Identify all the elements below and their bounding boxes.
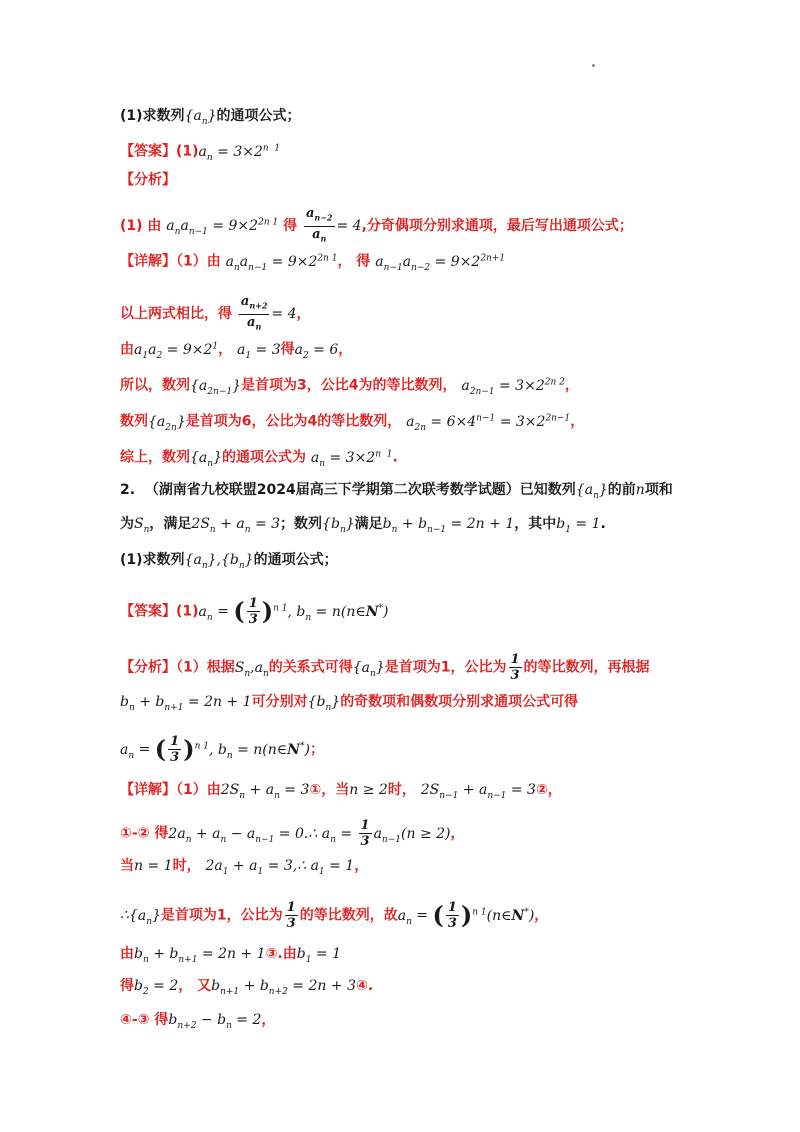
text: 满足: [354, 516, 383, 532]
text: ③.由: [265, 946, 297, 962]
problem-2-detail-7: ④-③ 得$b_{n+2} - b_n = 2$，: [120, 1012, 276, 1031]
detail-line-4: 所以，数列$\{a_{2n-1}\}$是首项为3，公比4为的等比数列， $a_{2n-1} = 3\times 2^{2n 2}$，: [120, 377, 579, 397]
text: .: [600, 516, 606, 532]
problem-2-analysis-3: $a_n$ = ( $\frac{1}{3}$ )$^{n 1}$, $b_n$ = n(n∈N*)；: [120, 734, 324, 765]
text: 时，: [172, 858, 201, 874]
text: 是首项为1，公比为: [384, 659, 507, 676]
text: ，: [534, 907, 549, 924]
text: (1) 由: [120, 218, 162, 235]
text: 当: [120, 858, 134, 874]
text: 得: [283, 218, 298, 235]
text: ，: [564, 377, 579, 394]
problem-2-q1: (1)求数列$\{a_n\},\{b_n\}$的通项公式；: [120, 552, 338, 571]
text: ②，: [535, 782, 562, 798]
text: ，满足: [149, 516, 192, 532]
answer-tag: 【答案】: [120, 603, 176, 620]
text: ，: [450, 825, 465, 842]
question-1-prompt: (1)求数列$\{a_n\}$的通项公式；: [120, 108, 301, 127]
problem-2-analysis-1: 【分析】（1）根据$S_n,a_n$的关系式可得$\{a_n\}$是首项为1，公比为 $\frac{1}{3}$ 的等比数列，再根据: [120, 652, 650, 683]
problem-2-detail-5: 由$b_n + b_{n+1} = 2n$ + 1③.由$b_1 = 1$: [120, 946, 341, 965]
text: 的奇数项和偶数项分别求通项公式可得: [340, 694, 579, 710]
text: 时，: [387, 782, 416, 798]
text: 得: [280, 341, 295, 358]
problem-2-answer: 【答案】$(1)a_n$ = ( $\frac{1}{3}$ )$^{n 1}$, $b_n$ = n(n∈N*): [120, 596, 389, 627]
text: ，: [570, 413, 585, 430]
text: ，: [218, 341, 233, 358]
text: 的关系式可得: [268, 659, 353, 676]
problem-2-detail-3: 当n = 1时， $2a_1 + a_1$ = 3,∴ $a_1 = 1$，: [120, 858, 369, 877]
text: 得: [154, 825, 169, 842]
text: ，: [178, 978, 193, 994]
text: ，其中: [514, 516, 557, 532]
detail-line-1: 【详解】（1）由 $a_na_{n-1} = 9\times 2^{2n 1}$， 得 $a_{n-1}a_{n-2} = 9\times 2^{2n+1}$: [120, 253, 506, 273]
text: ，: [354, 858, 369, 874]
text: 以上两式相比，得: [120, 306, 232, 323]
text: ；数列: [280, 516, 323, 532]
detail-line-2: 以上两式相比，得 $\frac{a_{n+2}}{a_n}$ = 4，: [120, 294, 311, 332]
problem-2-analysis-2: $b_n + b_{n+1} = 2n + 1$可分别对$\{b_n\}$的奇数项和偶数项分别求通项公式可得: [120, 694, 579, 713]
text: ，: [338, 341, 353, 358]
text: ，: [261, 1012, 276, 1028]
text: ①，当: [309, 782, 350, 798]
text: 的前: [607, 482, 636, 498]
text: 的通项公式；: [216, 108, 301, 124]
text: 的等比数列，故: [299, 907, 398, 924]
text: 为: [120, 516, 134, 532]
answer-tag: 【答案】: [120, 143, 176, 160]
text: 所以，数列: [120, 377, 190, 394]
text: ，: [296, 306, 311, 323]
detail-line-5: 数列$\{a_{2n}\}$是首项为6，公比为4的等比数列， $a_{2n} = 6\times 4^{n-1} = 3\times 2^{2n-1}$，: [120, 413, 585, 433]
text: 得: [154, 1012, 169, 1028]
text: (1)求数列: [120, 552, 185, 568]
text: 的通项公式为: [222, 449, 306, 466]
detail-line-3: 由$a_1a_2 = 9\times 2^1$， $a_1 = 3$得$a_2 = 6$，: [120, 341, 353, 361]
problem-2-detail-6: 得$b_2 = 2$， 又$b_{n+1} + b_{n+2} = 2n$ + 3④.: [120, 978, 374, 997]
text: 得: [120, 978, 134, 994]
answer-line: 【答案】$(1)a_n = 3\times 2^{n 1}$: [120, 143, 281, 163]
problem-2-detail-2: ①-② 得$2a_n + a_n - a_{n-1}$ = 0.∴ $a_n$ = $\frac{1}{3}$ $a_{n-1}(n \ge 2)$，: [120, 818, 465, 849]
text: 的通项公式；: [253, 552, 338, 568]
text: 项和: [644, 482, 673, 498]
text: 由: [120, 341, 134, 358]
text: （湖南省九校联盟2024届高三下学期第二次联考数学试题）已知数列: [144, 482, 576, 498]
text: 是首项为1，公比为: [160, 907, 283, 924]
text: 可分别对: [251, 694, 308, 710]
text: （1）由: [176, 253, 221, 270]
analysis-tag: 【分析】: [120, 659, 176, 676]
detail-line-6: 综上，数列$\{a_n\}$的通项公式为 $a_n = 3\times 2^{n 1}$.: [120, 449, 398, 469]
text: ①-②: [120, 825, 150, 842]
detail-tag: 【详解】: [120, 253, 176, 270]
analysis-tag: 【分析】: [120, 172, 176, 188]
text: 数列: [120, 413, 148, 430]
text: ,分奇偶项分别求通项，最后写出通项公式；: [361, 218, 633, 235]
text: ， 得: [337, 253, 371, 270]
problem-2-detail-1: 【详解】（1）由$2S_n + a_n$ = 3①，当n ≥ 2时， $2S_{n-1} + a_{n-1}$ = 3②，: [120, 782, 562, 801]
text: 又: [197, 978, 212, 994]
text: 是首项为6，公比为4的等比数列，: [185, 413, 402, 430]
problem-number: 2.: [120, 482, 136, 498]
text: ④.: [355, 978, 374, 994]
text: (1): [176, 603, 199, 620]
text: （1）由: [176, 782, 221, 798]
page-mark: [592, 64, 595, 67]
detail-tag: 【详解】: [120, 782, 176, 798]
analysis-line: (1) 由 $a_na_{n-1} = 9\times 2^{2n 1}$ 得 $\frac{a_{n-2}}{a_n}$ = 4,分奇偶项分别求通项，最后写出通项公式；: [120, 206, 633, 244]
text: 综上，数列: [120, 449, 190, 466]
text: (1): [176, 143, 199, 160]
text: （1）根据: [176, 659, 235, 676]
problem-2-line-2: 为$S_n$，满足$2S_n + a_n = 3$；数列$\{b_n\}$满足$b_n + b_{n-1} = 2n + 1$，其中$b_1 = 1$.: [120, 516, 606, 535]
text: 的等比数列，再根据: [523, 659, 650, 676]
text: 由: [120, 946, 134, 962]
text: ④-③: [120, 1012, 150, 1028]
text: .: [392, 449, 398, 466]
problem-2-line-1: 2. （湖南省九校联盟2024届高三下学期第二次联考数学试题）已知数列$\{a_n\}$的前n项和: [120, 482, 673, 501]
text: 是首项为3，公比4为的等比数列，: [241, 377, 457, 394]
text: ；: [309, 741, 324, 758]
problem-2-detail-4: $\therefore\{a_n\}$是首项为1，公比为 $\frac{1}{3}$ 的等比数列，故$a_n$ = ( $\frac{1}{3}$ )$^{n 1}$(n∈N*)，: [120, 900, 549, 931]
text: (1)求数列: [120, 108, 185, 124]
